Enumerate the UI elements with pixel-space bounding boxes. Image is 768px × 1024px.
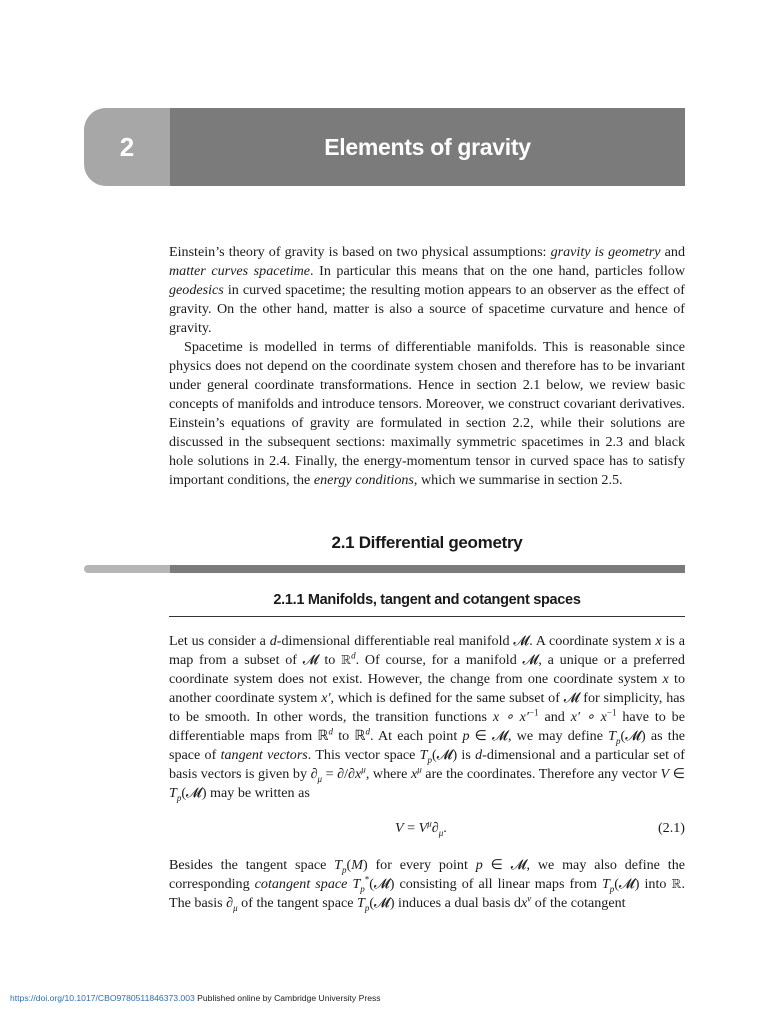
chapter-title: Elements of gravity <box>170 108 685 186</box>
section-title: 2.1 Differential geometry <box>331 533 523 552</box>
body-paragraph-2: Besides the tangent space $T_p(M)$ for every point p ∈ 𝓜, we may also define the corresponding cotangent space $T_p^*(𝓜)$ consisting of all linear maps from $T_p(𝓜)$ into ℝ. The basis $\partial_\mu$ of the tangent space $T_p(𝓜)$ induces a dual basis $dx^\nu$ of the cotangent <box>169 857 685 913</box>
subsection-title: 2.1.1 Manifolds, tangent and cotangent spaces <box>273 592 581 608</box>
equation-number: (2.1) <box>657 820 685 836</box>
intro-paragraph-1: Einstein’s theory of gravity is based on two physical assumptions: gravity is geometry and matter curves spacetime. In particular this means that on the one hand, particles follow geodesics in curved spacetime; the resulting motion appears to an observer as the effect of gravity. On the other hand, matter is also a source of spacetime curvature and hence of gravity. <box>169 244 685 336</box>
equation-math: $V = V^\mu\partial_\mu$. <box>395 818 447 838</box>
subsection-rule <box>169 616 685 617</box>
intro-paragraph-2: Spacetime is modelled in terms of differentiable manifolds. This is reasonable since physics does not depend on the coordinate system chosen and therefore has to be invariant under general coordinate transformations. Hence in section 2.1 below, we review basic concepts of manifolds and introduce tensors. Moreover, we construct covariant derivatives. Einstein’s equations of gravity are formulated in section 2.2, while their solutions are discussed in the subsequent sections: maximally symmetric spacetimes in 2.3 and black hole solutions in 2.4. Finally, the energy-momentum tensor in curved space has to satisfy important conditions, the energy conditions, which we summarise in section 2.5. <box>169 339 685 488</box>
chapter-number: 2 <box>84 108 170 186</box>
body-paragraph-1: Let us consider a d-dimensional differentiable real manifold 𝓜. A coordinate system x is a map from a subset of 𝓜 to ℝ$^d$. Of course, for a manifold 𝓜, a unique or a preferred coordinate system does not exist. However, the change from one coordinate system x to another coordinate system x′, which is defined for the same subset of 𝓜 for simplicity, has to be smooth. In other words, the transition functions x ∘ $x'^{-1}$ and x′ ∘ $x^{-1}$ have to be differentiable maps from ℝ$^d$ to ℝ$^d$. At each point p ∈ 𝓜, we may define $T_p(𝓜)$ as the space of tangent vectors. This vector space $T_p(𝓜)$ is d-dimensional and a particular set of basis vectors is given by $\partial_\mu = \partial/\partial x^\mu$, where $x^\mu$ are the coordinates. Therefore any vector V ∈ $T_p(𝓜)$ may be written as <box>169 633 686 803</box>
footer <box>10 993 381 1003</box>
doi-link[interactable]: https://doi.org/10.1017/CBO9780511846373.003 <box>10 993 195 1003</box>
intro-text <box>169 243 685 490</box>
section-rule <box>170 565 685 573</box>
section-rule-tab <box>84 565 172 573</box>
footer-text: Published online by Cambridge University Press <box>194 993 381 1003</box>
